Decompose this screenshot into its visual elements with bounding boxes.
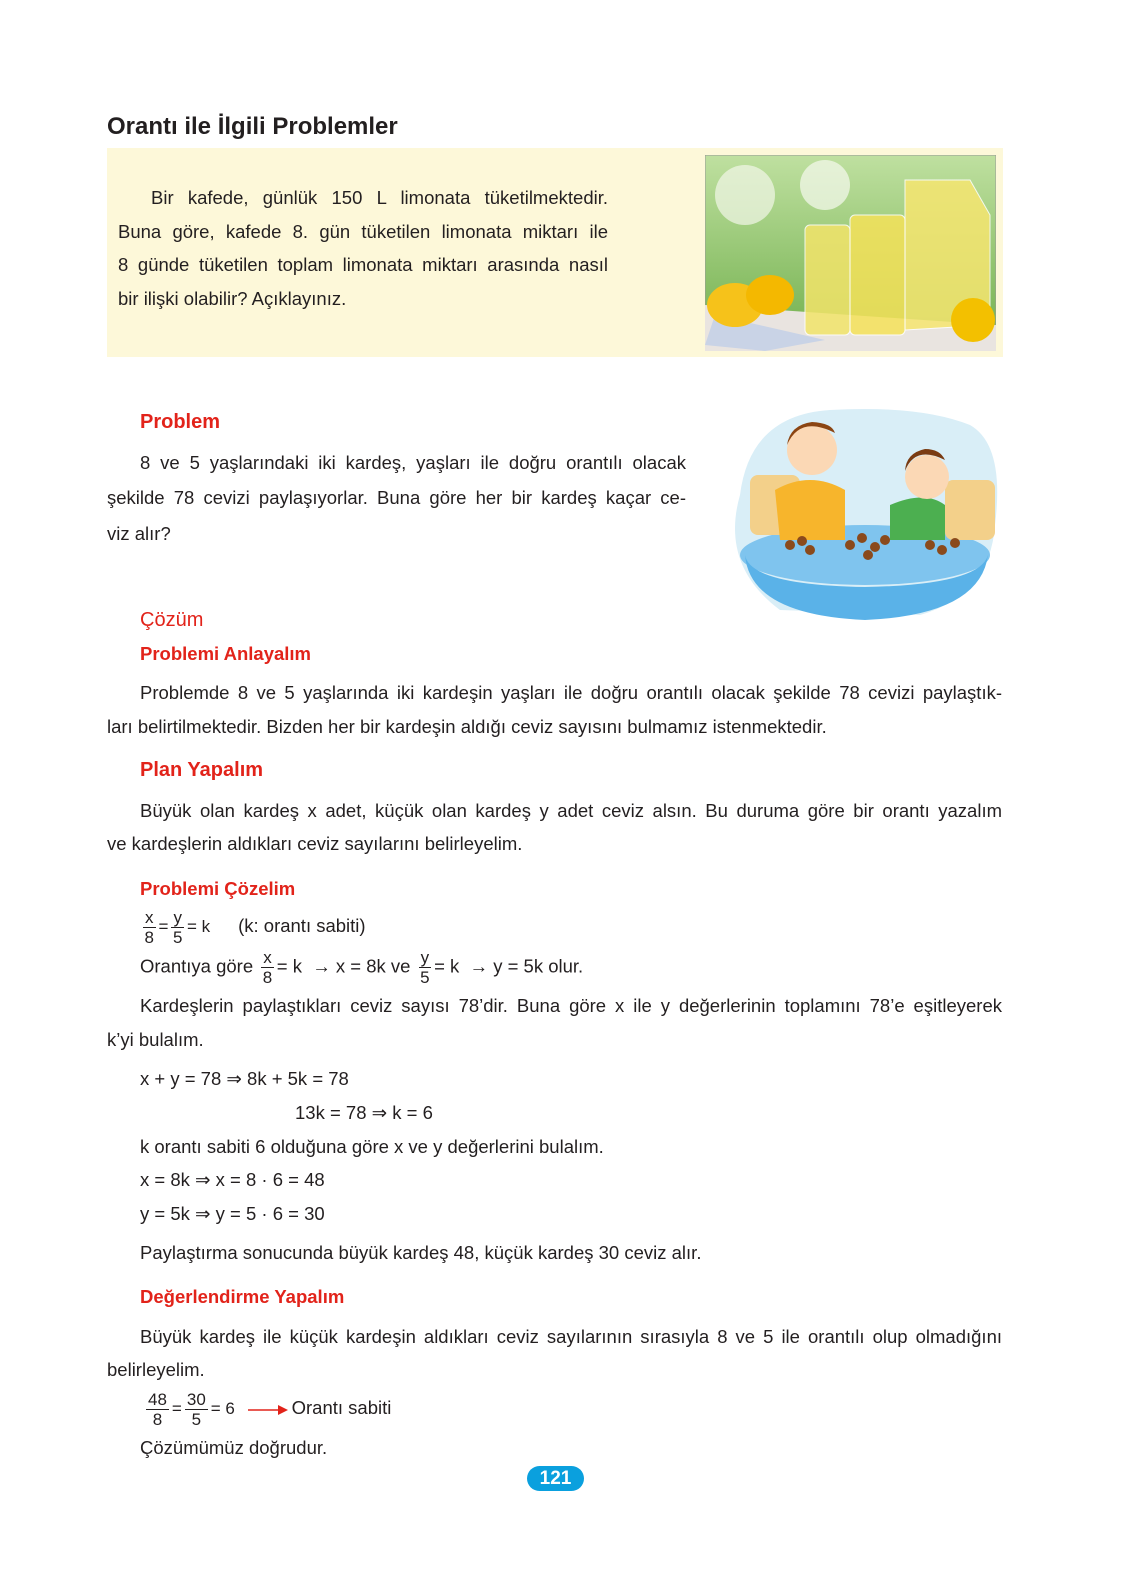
problem-heading: Problem [140,411,221,433]
solve-heading: Problemi Çözelim [140,878,296,899]
understand-heading: Problemi Anlayalım [140,643,312,664]
equation-line: y = 5k ⇒ y = 5 · 6 = 30 [140,1203,325,1224]
equation-line: x + y = 78 ⇒ 8k + 5k = 78 [140,1068,349,1089]
lemonade-photo [705,155,996,351]
page-number: 121 [527,1466,584,1491]
solve-line: Kardeşlerin paylaştıkları ceviz sayısı 78’dir. Buna göre x ile y değerlerinin toplamını 78’e eşitleyerek [140,995,1002,1016]
intro-line: 8 günde tüketilen toplam limonata miktarı arasında nasıl [118,254,608,275]
problem-line: şekilde 78 cevizi paylaşıyorlar. Buna göre her bir kardeş kaçar ce- [107,487,686,508]
evaluate-heading: Değerlendirme Yapalım [140,1286,345,1307]
solution-heading: Çözüm [140,609,204,631]
evaluate-line: Büyük kardeş ile küçük kardeşin aldıkları ceviz sayılarının sırasıyla 8 ve 5 ile orantılı olup olmadığını [140,1326,1002,1347]
proportion-derivation: Orantıya göre $\frac{x}{8}$ = k → x = 8k ve $\frac{y}{5}$ = k → y = 5k olur. [140,948,584,987]
solve-line: k orantı sabiti 6 olduğuna göre x ve y değerlerini bulalım. [140,1136,604,1157]
proportion-formula: $\frac{x}{8}$ = $\frac{y}{5}$ = k (k: orantı sabiti) [144,908,366,947]
red-arrow-icon [248,1404,290,1416]
plan-heading: Plan Yapalım [140,759,264,781]
understand-line: Problemde 8 ve 5 yaşlarında iki kardeşin yaşları ile doğru orantılı olacak şekilde 78 cevizi paylaştık- [140,682,1002,703]
verification-formula: $\frac{48}{8}$ = $\frac{30}{5}$ = 6 Orantı sabiti [148,1390,392,1429]
plan-line: Büyük olan kardeş x adet, küçük olan kardeş y adet ceviz alsın. Bu duruma göre bir orantı yazalım [140,800,1002,821]
plan-line: ve kardeşlerin aldıkları ceviz sayılarını belirleyelim. [107,833,523,854]
children-sharing-walnuts-illustration [720,405,1002,627]
intro-line: bir ilişki olabilir? Açıklayınız. [118,288,347,309]
equation-line: 13k = 78 ⇒ k = 6 [295,1102,433,1123]
problem-line: viz alır? [107,523,171,544]
equation-line: x = 8k ⇒ x = 8 · 6 = 48 [140,1169,325,1190]
intro-line: Bir kafede, günlük 150 L limonata tüketilmektedir. [151,187,608,208]
page-title: Orantı ile İlgili Problemler [107,113,398,140]
evaluate-line: belirleyelim. [107,1359,205,1380]
intro-line: Buna göre, kafede 8. gün tüketilen limonata miktarı ile [118,221,608,242]
solve-result: Paylaştırma sonucunda büyük kardeş 48, küçük kardeş 30 ceviz alır. [140,1242,702,1263]
problem-line: 8 ve 5 yaşlarındaki iki kardeş, yaşları ile doğru orantılı olacak [140,452,686,473]
solve-line: k’yi bulalım. [107,1029,204,1050]
understand-line: ları belirtilmektedir. Bizden her bir kardeşin aldığı ceviz sayısını bulmamız istenmektedir. [107,716,827,737]
conclusion: Çözümümüz doğrudur. [140,1437,328,1458]
